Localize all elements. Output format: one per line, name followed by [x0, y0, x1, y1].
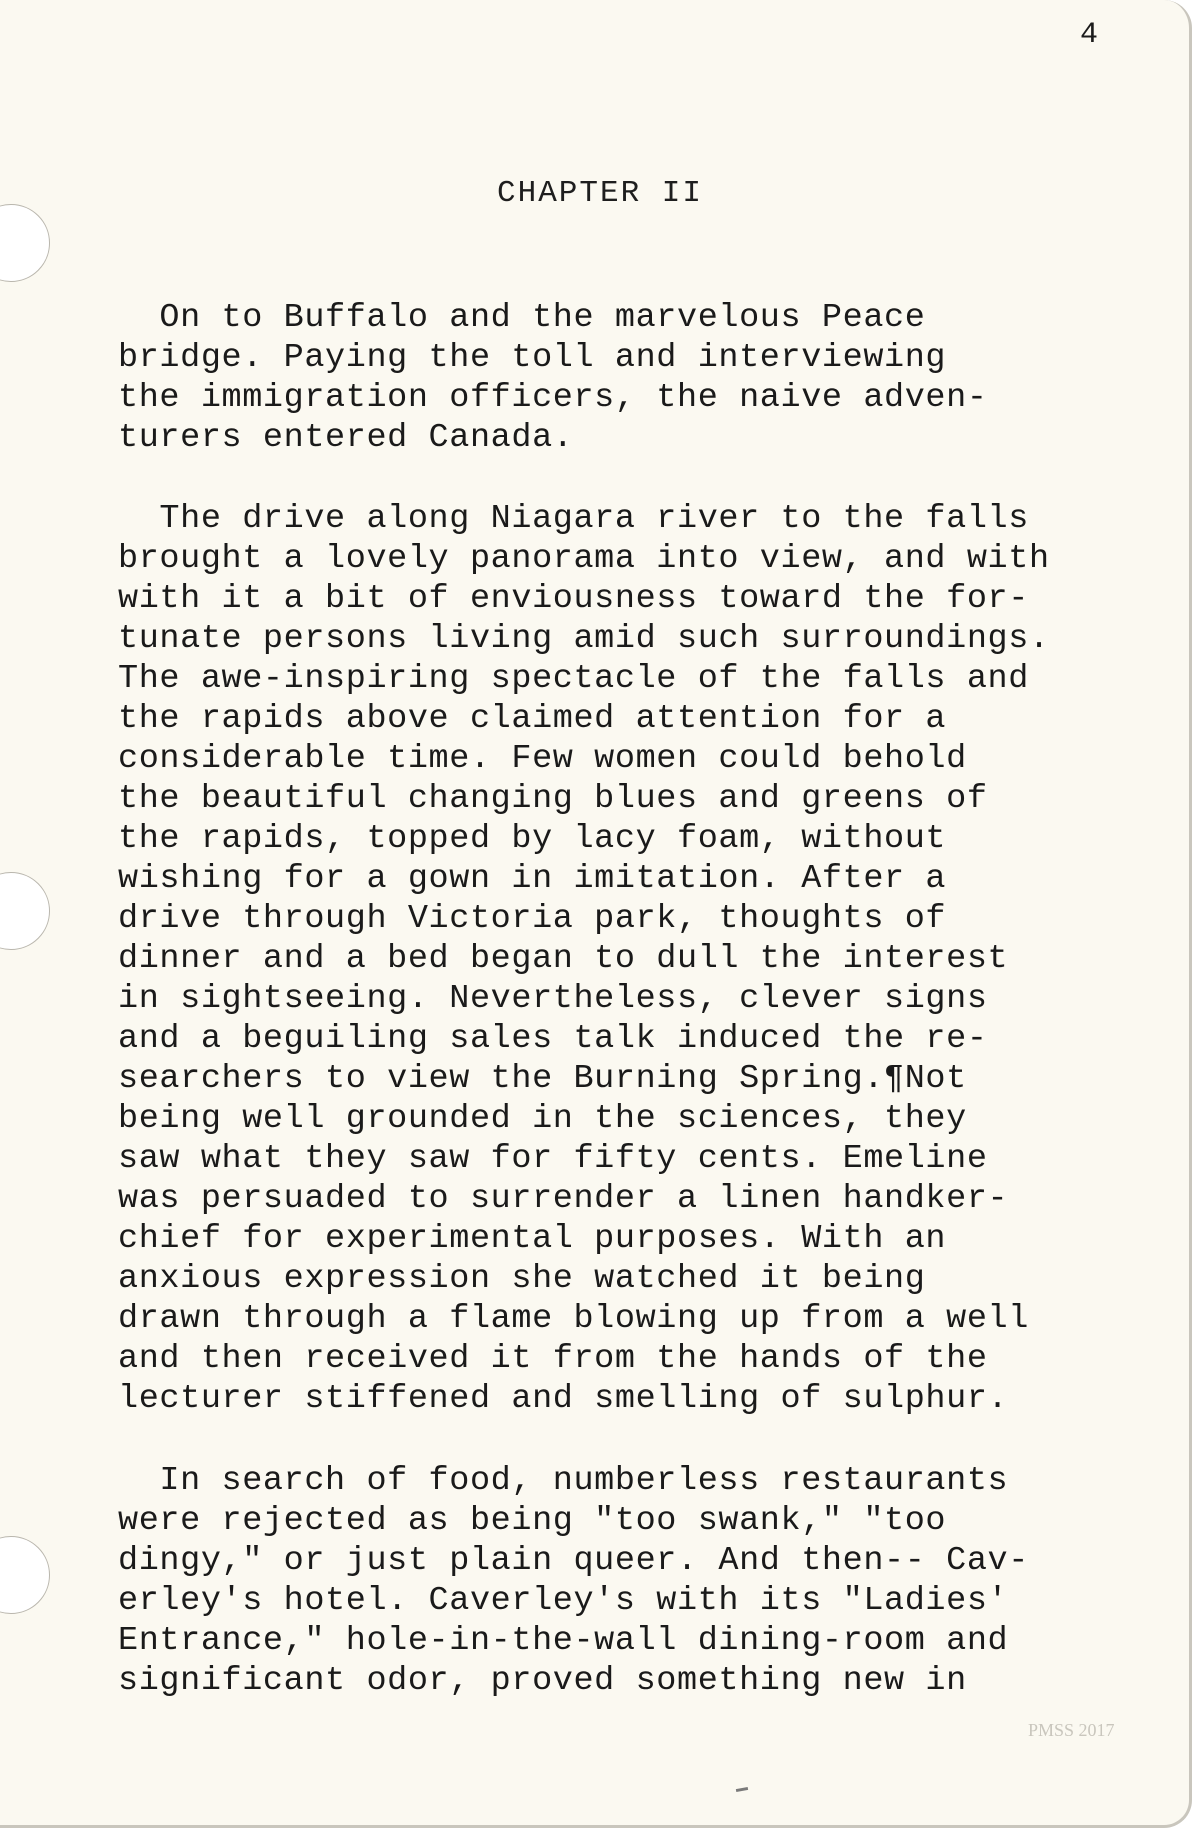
text-line: searchers to view the Burning Spring.¶Not — [118, 1060, 967, 1098]
text-line: lecturer stiffened and smelling of sulphur. — [118, 1380, 1009, 1418]
text-line: the beautiful changing blues and greens of — [118, 780, 988, 818]
text-line: being well grounded in the sciences, they — [118, 1100, 967, 1138]
text-line: tunate persons living amid such surroundings. — [118, 620, 1050, 658]
text-line: turers entered Canada. — [118, 419, 574, 457]
chapter-title: CHAPTER II — [496, 176, 704, 211]
text-line: the immigration officers, the naive adven- — [118, 379, 988, 417]
text-line: significant odor, proved something new in — [118, 1662, 967, 1700]
paragraph-1 — [118, 298, 988, 458]
punch-hole-middle — [0, 872, 50, 950]
text-line: wishing for a gown in imitation. After a — [118, 860, 947, 898]
text-line: was persuaded to surrender a linen handker- — [118, 1180, 1009, 1218]
text-line: In search of food, numberless restaurants — [118, 1462, 1009, 1500]
text-line: the rapids above claimed attention for a — [118, 700, 947, 738]
text-line: bridge. Paying the toll and interviewing — [118, 339, 947, 377]
text-line: dinner and a bed began to dull the interest — [118, 940, 1009, 978]
text-line: considerable time. Few women could behold — [118, 740, 967, 778]
text-line: saw what they saw for fifty cents. Emeline — [118, 1140, 988, 1178]
text-line: with it a bit of enviousness toward the for- — [118, 580, 1029, 618]
paragraph-2 — [118, 499, 1050, 1419]
text-line: drive through Victoria park, thoughts of — [118, 900, 947, 938]
text-line: chief for experimental purposes. With an — [118, 1220, 947, 1258]
watermark: PMSS 2017 — [1028, 1720, 1115, 1740]
page-number: 4 — [1080, 18, 1099, 52]
punch-hole-bottom — [0, 1536, 50, 1614]
text-line: The awe-inspiring spectacle of the falls and — [118, 660, 1029, 698]
text-line: in sightseeing. Nevertheless, clever signs — [118, 980, 988, 1018]
punch-hole-top — [0, 204, 50, 282]
text-line: On to Buffalo and the marvelous Peace — [118, 299, 926, 337]
text-line: were rejected as being "too swank," "too — [118, 1502, 947, 1540]
text-line: brought a lovely panorama into view, and with — [118, 540, 1050, 578]
text-line: erley's hotel. Caverley's with its "Ladies' — [118, 1582, 1009, 1620]
text-line: Entrance," hole-in-the-wall dining-room and — [118, 1622, 1009, 1660]
text-line: dingy," or just plain queer. And then-- Cav- — [118, 1542, 1029, 1580]
paragraph-3 — [118, 1461, 1029, 1701]
ink-mark — [736, 1787, 748, 1792]
text-line: and a beguiling sales talk induced the re- — [118, 1020, 988, 1058]
text-line: The drive along Niagara river to the falls — [118, 500, 1029, 538]
text-line: drawn through a flame blowing up from a well — [118, 1300, 1029, 1338]
text-line: and then received it from the hands of the — [118, 1340, 988, 1378]
text-line: anxious expression she watched it being — [118, 1260, 926, 1298]
text-line: the rapids, topped by lacy foam, without — [118, 820, 947, 858]
